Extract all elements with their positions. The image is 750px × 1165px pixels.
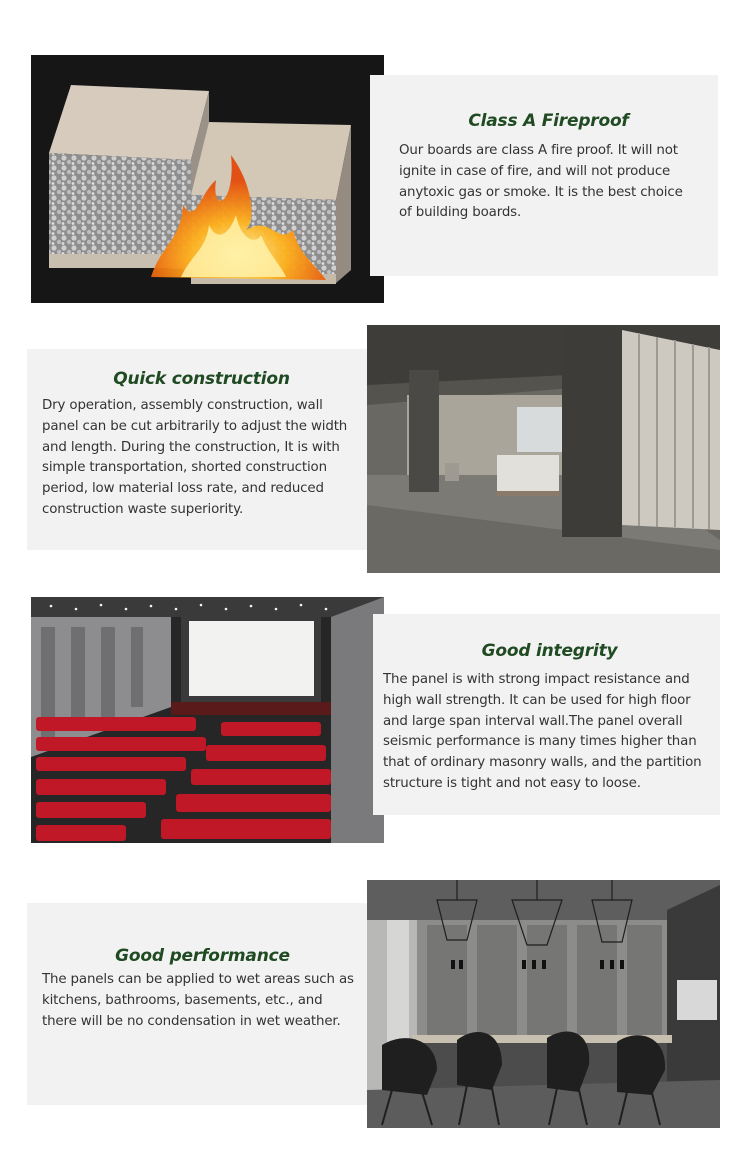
fireproof-description: Our boards are class A fire proof. It will not ignite in case of fire, and will not produce anytoxic gas or smoke. It is the best choice of building boards.	[399, 143, 683, 221]
construction-site-image	[367, 325, 720, 573]
fireproof-card	[370, 75, 718, 276]
performance-title: Good performance	[115, 946, 290, 966]
quick-construction-description: Dry operation, assembly construction, wall panel can be cut arbitrarily to adjust the width and length. During the construction, It is with simple transportation, shorted construction period, low material loss rate, and reduced construction waste superiority.	[42, 398, 348, 517]
fireproof-title: Class A Fireproof	[468, 111, 629, 131]
integrity-card	[373, 614, 720, 815]
theater-image	[31, 597, 384, 843]
performance-card	[27, 903, 375, 1105]
integrity-description: The panel is with strong impact resistance and high wall strength. It can be used for high floor and large span interval wall.The panel overall seismic performance is many times higher than that of ordinary masonry walls, and the partition structure is tight and not easy to loose.	[383, 672, 702, 791]
quick-construction-card	[27, 349, 375, 550]
dining-room-image	[367, 880, 720, 1128]
quick-construction-title: Quick construction	[113, 369, 290, 389]
integrity-title: Good integrity	[481, 641, 618, 661]
fireproof-panel-image	[31, 55, 384, 303]
performance-description: The panels can be applied to wet areas such as kitchens, bathrooms, basements, etc., and there will be no condensation in wet weather.	[42, 972, 354, 1029]
